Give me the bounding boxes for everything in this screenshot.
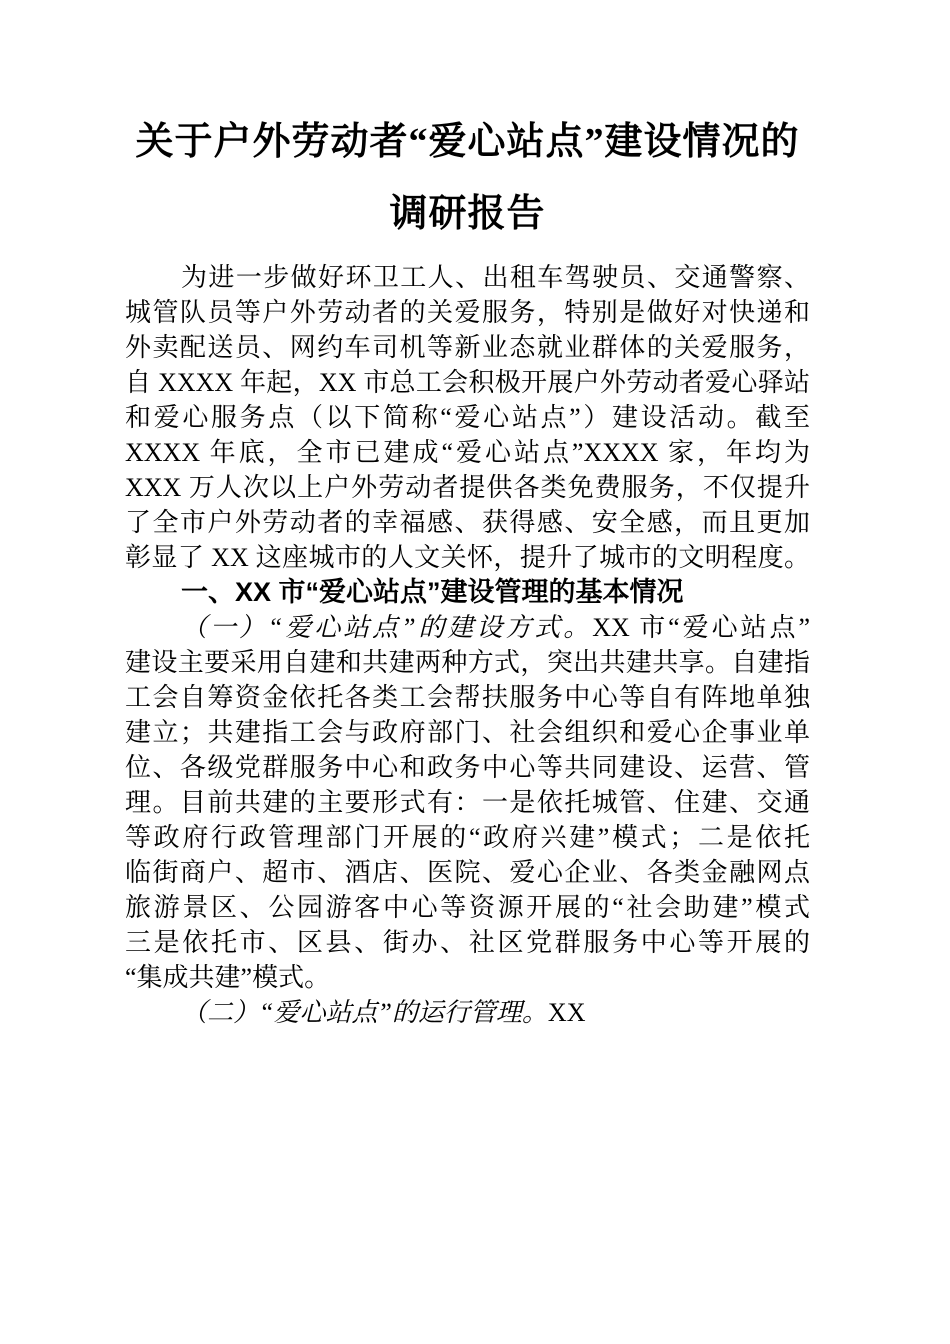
text-run: XX 市“爱心站点” — [592, 613, 810, 642]
body-line — [125, 750, 810, 785]
body-line — [125, 925, 810, 960]
text-run: XX — [547, 998, 586, 1027]
body-line — [125, 960, 810, 995]
body-line — [125, 400, 810, 435]
text-run: 城管队员等户外劳动者的关爱服务，特别是做好对快递和 — [125, 298, 810, 327]
body-line — [125, 470, 810, 505]
text-run: 建设主要采用自建和共建两种方式，突出共建共享。自建指 — [125, 648, 810, 677]
text-run: 理。目前共建的主要形式有：一是依托城管、住建、交通 — [125, 788, 810, 817]
document-title-line-1: 关于户外劳动者“爱心站点”建设情况的 — [135, 121, 800, 163]
document-text — [125, 260, 810, 1030]
body-line — [125, 295, 810, 330]
text-run: “集成共建”模式。 — [125, 963, 331, 992]
text-run: 彰显了 XX 这座城市的人文关怀，提升了城市的文明程度。 — [125, 543, 810, 572]
document-title-line-2: 调研报告 — [389, 193, 546, 235]
body-line — [125, 540, 810, 575]
kaiti-text-run: （一）“爱心站点”的建设方式。 — [181, 613, 593, 642]
text-run: 自 XXXX 年起，XX 市总工会积极开展户外劳动者爱心驿站 — [125, 368, 810, 397]
body-line — [125, 330, 810, 365]
text-run: 旅游景区、公园游客中心等资源开展的“社会助建”模式 — [125, 893, 810, 922]
text-run: 位、各级党群服务中心和政务中心等共同建设、运营、管 — [125, 753, 810, 782]
body-line — [125, 610, 810, 645]
body-line — [125, 820, 810, 855]
text-run: 工会自筹资金依托各类工会帮扶服务中心等自有阵地单独 — [125, 683, 810, 712]
body-line — [125, 260, 810, 295]
body-line — [125, 505, 810, 540]
body-line — [125, 890, 810, 925]
text-run: 为进一步做好环卫工人、出租车驾驶员、交通警察、 — [181, 263, 810, 292]
text-run: 等政府行政管理部门开展的“政府兴建”模式；二是依托 — [125, 823, 810, 852]
body-line — [125, 715, 810, 750]
text-run: 外卖配送员、网约车司机等新业态就业群体的关爱服务， — [125, 333, 810, 362]
section-heading — [125, 575, 810, 610]
text-run: 了全市户外劳动者的幸福感、获得感、安全感，而且更加 — [125, 508, 810, 537]
text-run: 三是依托市、区县、街办、社区党群服务中心等开展的 — [125, 928, 810, 957]
body-line — [125, 645, 810, 680]
body-line — [125, 435, 810, 470]
body-line — [125, 680, 810, 715]
text-run: 临街商户、超市、酒店、医院、爱心企业、各类金融网点 — [125, 858, 810, 887]
body-line — [125, 365, 810, 400]
text-run: 建立；共建指工会与政府部门、社会组织和爱心企事业单 — [125, 718, 810, 747]
text-run: XXX 万人次以上户外劳动者提供各类免费服务，不仅提升 — [125, 473, 810, 502]
text-run: 一、XX 市“爱心站点”建设管理的基本情况 — [181, 577, 684, 607]
document-title — [125, 106, 810, 250]
text-run: 和爱心服务点（以下简称“爱心站点”）建设活动。截至 — [125, 403, 810, 432]
text-run: XXXX 年底，全市已建成“爱心站点”XXXX 家，年均为 — [125, 438, 810, 467]
body-line — [125, 995, 810, 1030]
kaiti-text-run: （二）“爱心站点”的运行管理。 — [181, 998, 548, 1027]
body-line — [125, 855, 810, 890]
body-line — [125, 785, 810, 820]
